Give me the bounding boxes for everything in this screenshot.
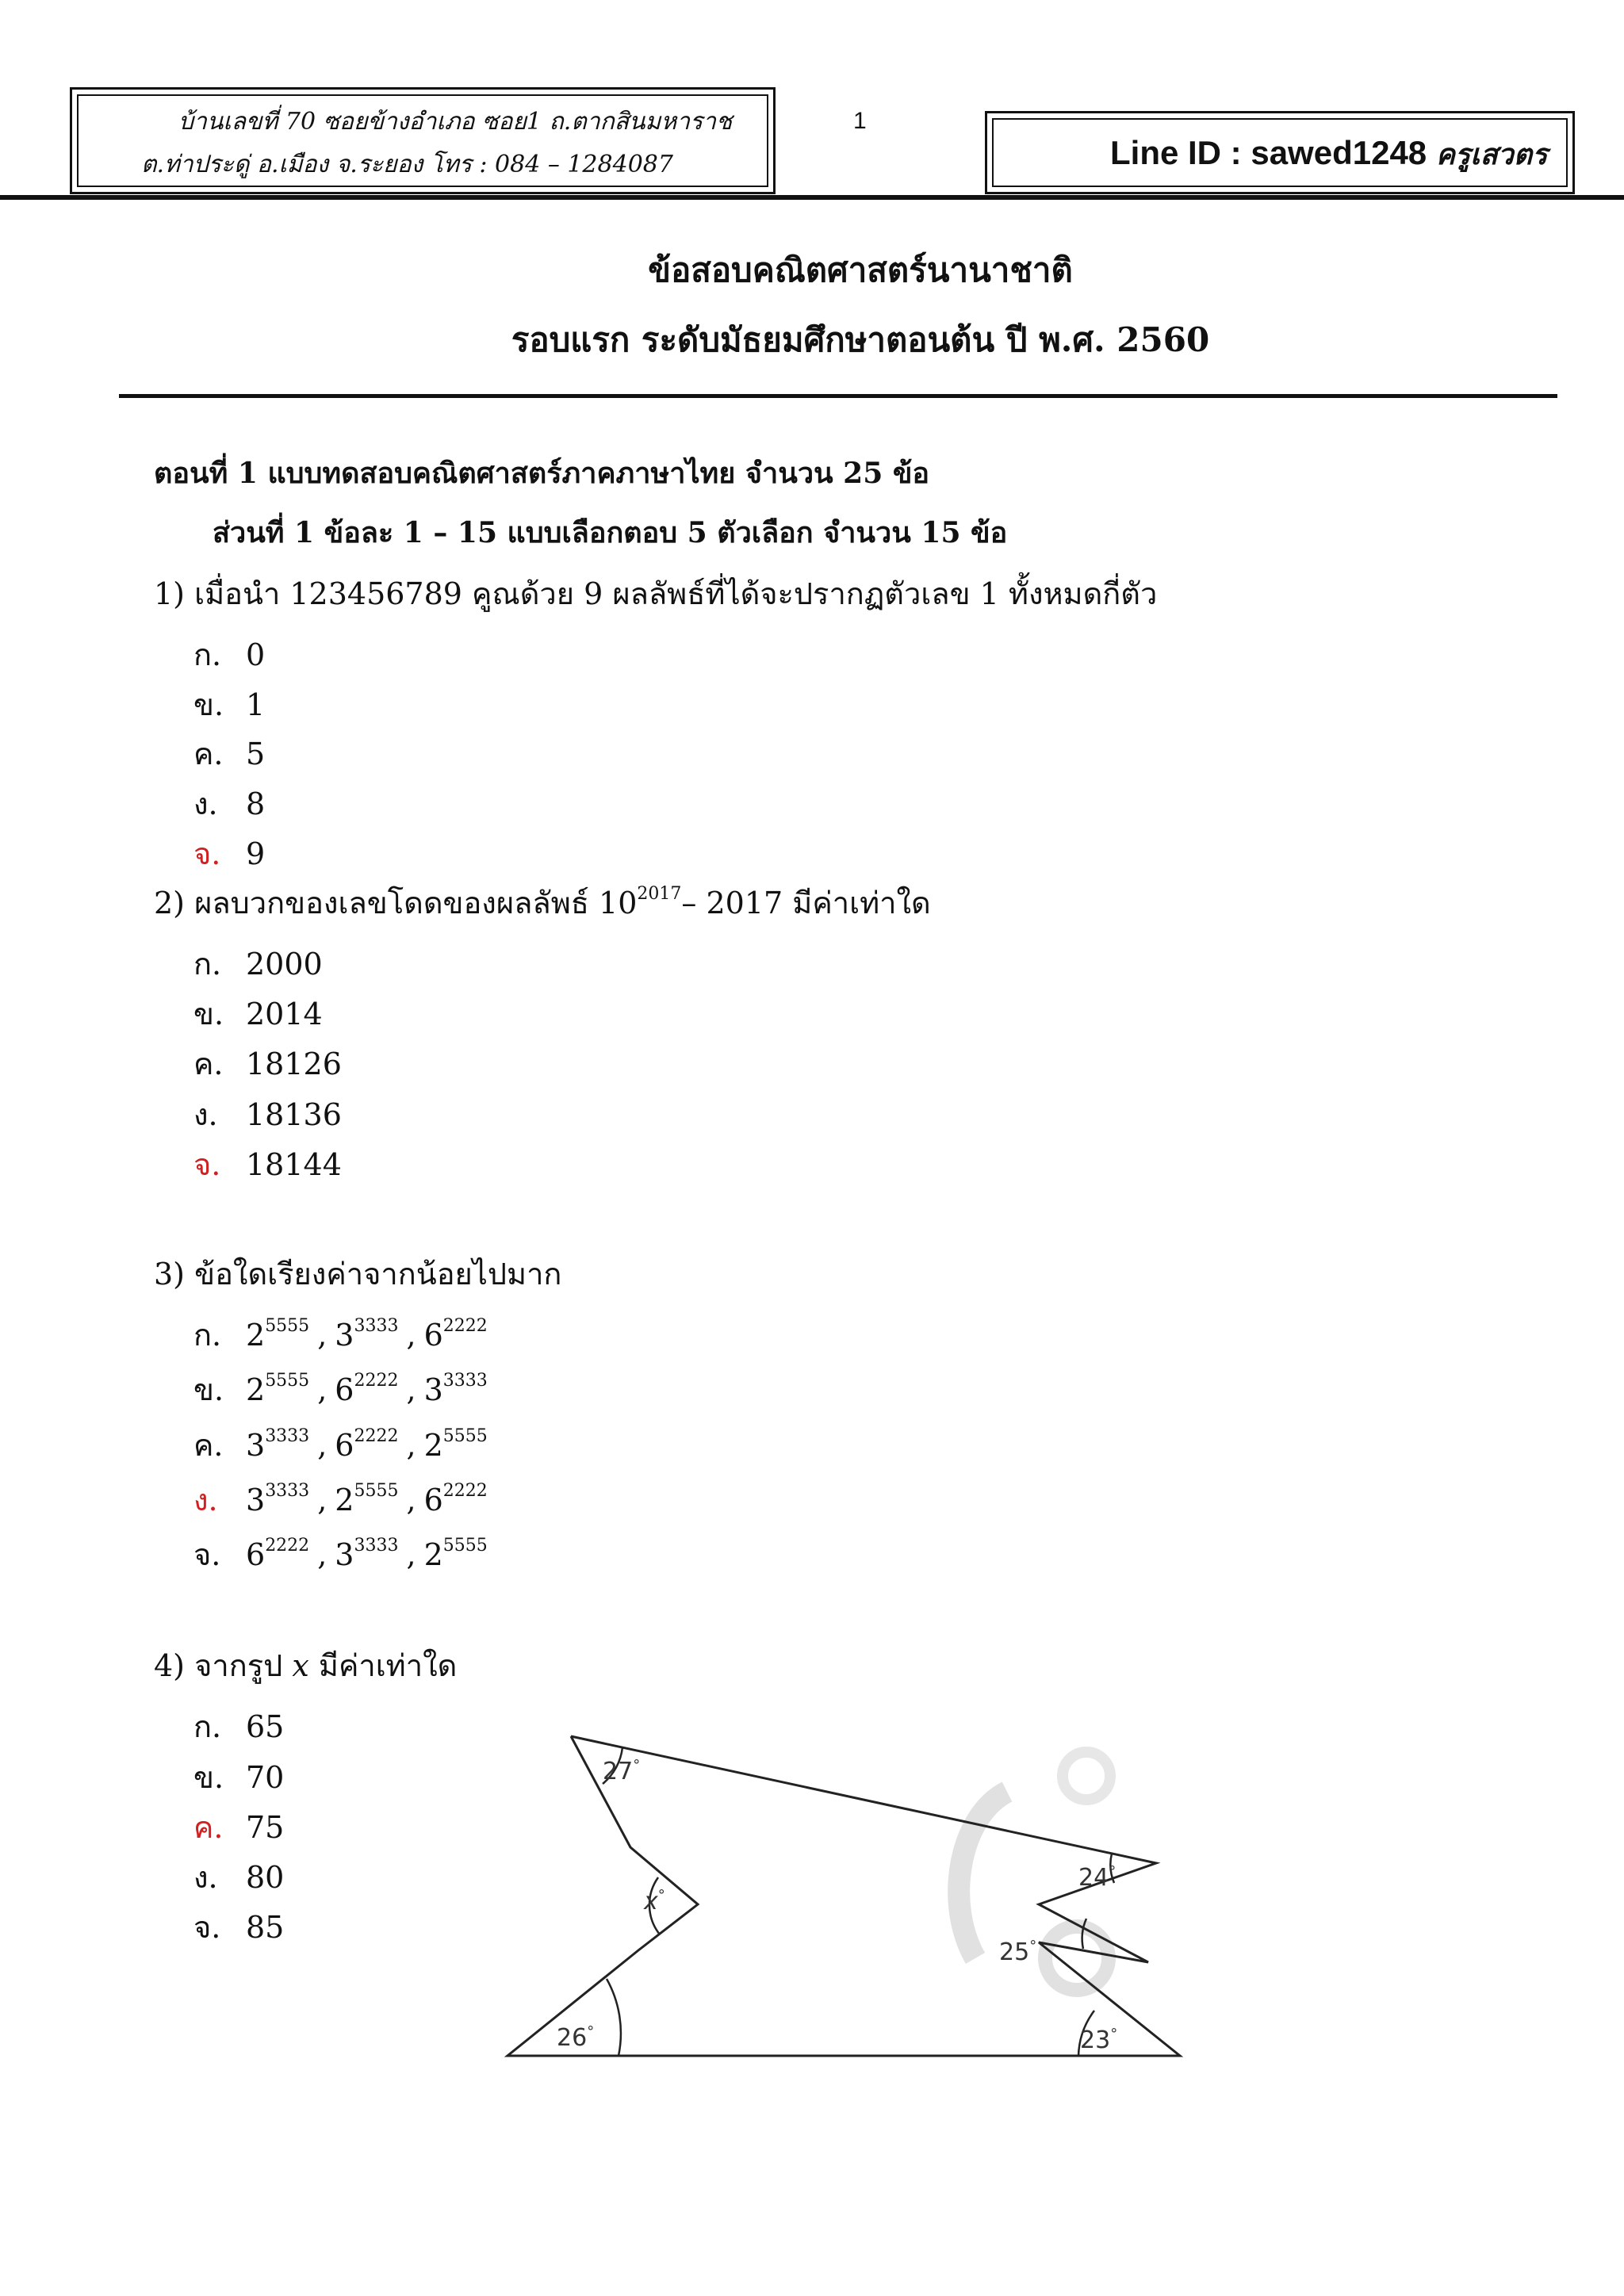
option-letter: จ.	[193, 1537, 221, 1572]
term-separator: ,	[406, 1372, 416, 1407]
option-letter: จ.	[193, 1147, 221, 1182]
question-2	[154, 878, 931, 927]
title-rule	[119, 394, 1557, 398]
question-text: ผลบวกของเลขโดดของผลลัพธ์	[194, 886, 589, 920]
power-exponent: 5555	[265, 1316, 310, 1336]
option-text: 8	[246, 786, 266, 821]
question-text: ข้อใดเรียงค่าจากน้อยไปมาก	[194, 1257, 562, 1292]
option-text: 5	[246, 737, 266, 771]
option-letter: ค.	[193, 1810, 224, 1845]
option-text	[246, 1428, 488, 1463]
option-letter: จ.	[193, 836, 221, 871]
option-4	[193, 1853, 284, 1901]
minus-term: – 2017	[681, 886, 783, 920]
option-text: 1	[246, 687, 266, 722]
option-text: 18144	[246, 1147, 342, 1182]
term-separator: ,	[406, 1537, 416, 1572]
power-base: 2	[423, 1428, 443, 1463]
angle-label-x: x°	[644, 1887, 665, 1915]
arc-26	[607, 1979, 621, 2056]
option-4	[193, 1090, 342, 1138]
option-text: 2000	[246, 947, 323, 982]
power-exponent: 3333	[265, 1481, 310, 1501]
exam-title: ข้อสอบคณิตศาสตร์นานาชาติ	[648, 251, 1073, 289]
option-5	[193, 1140, 342, 1188]
term-separator: ,	[317, 1483, 327, 1517]
option-3	[193, 1039, 342, 1088]
option-4	[193, 779, 265, 828]
option-text	[246, 1372, 488, 1407]
term-separator: ,	[317, 1537, 327, 1572]
option-text: 18126	[246, 1047, 342, 1081]
option-5	[193, 1903, 284, 1951]
option-text: 18136	[246, 1097, 342, 1132]
option-letter: ง.	[193, 786, 218, 821]
option-text: 2014	[246, 997, 323, 1031]
term-separator: ,	[406, 1483, 416, 1517]
option-2	[193, 1753, 284, 1801]
power-base: 6	[246, 1537, 266, 1572]
line-id-name: ครูเสวตร	[1435, 138, 1548, 170]
power-base: 3	[335, 1537, 354, 1572]
option-letter: ข.	[193, 997, 224, 1031]
power-base: 2	[246, 1318, 266, 1353]
option-2	[193, 680, 265, 729]
angle-label-27: 27°	[603, 1757, 641, 1785]
line-id-label: Line ID : sawed1248	[1110, 134, 1427, 171]
power-base: 2	[246, 1372, 266, 1407]
line-id	[1110, 132, 1547, 177]
power-exponent: 5555	[354, 1481, 399, 1501]
option-1	[193, 939, 323, 988]
option-3	[193, 1803, 284, 1851]
question-1	[154, 569, 1157, 618]
power-exponent: 5555	[442, 1426, 488, 1446]
power-base: 6	[423, 1318, 443, 1353]
option-1	[193, 1702, 284, 1751]
page-number: 1	[853, 108, 867, 134]
question-3	[154, 1249, 561, 1298]
question-text-end: มีค่าเท่าใด	[318, 1648, 458, 1683]
option-3	[193, 729, 265, 778]
power-exponent: 3333	[265, 1426, 310, 1446]
option-text	[246, 1537, 488, 1572]
option-text: 85	[246, 1910, 285, 1945]
option-letter: ง.	[193, 1860, 218, 1895]
variable-x: x	[292, 1648, 309, 1683]
option-letter: ก.	[193, 947, 222, 982]
power-base: 6	[335, 1372, 354, 1407]
term-separator: ,	[317, 1318, 327, 1353]
option-text: 65	[246, 1709, 285, 1744]
option-letter: ง.	[193, 1483, 218, 1517]
address-line-1: บ้านเลขที่ 70 ซอยข้างอำเภอ ซอย1 ถ.ตากสินมหาราช	[178, 108, 733, 136]
question-number: 4)	[154, 1648, 186, 1683]
power-base: 3	[423, 1372, 443, 1407]
option-letter: ก.	[193, 1318, 222, 1353]
angle-label-26: 26°	[557, 2023, 595, 2052]
angle-label-25: 25°	[999, 1938, 1037, 1966]
option-letter: ง.	[193, 1097, 218, 1132]
option-letter: ค.	[193, 1428, 224, 1463]
term-separator: ,	[406, 1318, 416, 1353]
option-letter: จ.	[193, 1910, 221, 1945]
question-4	[154, 1641, 457, 1689]
power-expression: $10^{2017}$	[599, 884, 682, 920]
power-base: 3	[335, 1318, 354, 1353]
option-5	[193, 829, 265, 878]
power-exponent: 2222	[354, 1426, 399, 1446]
power-exponent: 5555	[442, 1536, 488, 1556]
angle-label-23: 23°	[1080, 2026, 1118, 2054]
option-letter: ค.	[193, 1047, 224, 1081]
question-text: จากรูป	[194, 1648, 283, 1683]
angle-label-24: 24°	[1078, 1863, 1116, 1892]
option-1	[193, 1311, 488, 1359]
option-2	[193, 1365, 488, 1414]
option-3	[193, 1421, 488, 1469]
option-text: 80	[246, 1860, 285, 1895]
option-letter: ข.	[193, 687, 224, 722]
option-text: 75	[246, 1810, 285, 1845]
part-heading: ตอนที่ 1 แบบทดสอบคณิตศาสตร์ภาคภาษาไทย จำนวน 25 ข้อ	[154, 457, 930, 490]
term-separator: ,	[317, 1372, 327, 1407]
section-heading: ส่วนที่ 1 ข้อละ 1 – 15 แบบเลือกตอบ 5 ตัวเลือก จำนวน 15 ข้อ	[213, 516, 1008, 549]
option-text: 0	[246, 637, 266, 672]
option-2	[193, 989, 323, 1038]
option-letter: ข.	[193, 1372, 224, 1407]
power-exponent: 2222	[265, 1536, 310, 1556]
option-5	[193, 1530, 488, 1578]
power-base: 3	[246, 1428, 266, 1463]
option-text	[246, 1483, 488, 1517]
power-exponent: 2222	[442, 1481, 488, 1501]
question-number: 2)	[154, 886, 186, 920]
question-number: 1)	[154, 576, 186, 611]
power-exponent: 2222	[354, 1371, 399, 1391]
power-exponent: 2222	[442, 1316, 488, 1336]
question-text-end: มีค่าเท่าใด	[792, 886, 931, 920]
term-separator: ,	[406, 1428, 416, 1463]
question-text: เมื่อนำ 123456789 คูณด้วย 9 ผลลัพธ์ที่ได้จะปรากฏตัวเลข 1 ทั้งหมดกี่ตัว	[194, 576, 1158, 611]
power-base: 6	[335, 1428, 354, 1463]
term-separator: ,	[317, 1428, 327, 1463]
option-letter: ก.	[193, 1709, 222, 1744]
exam-subtitle: รอบแรก ระดับมัธยมศึกษาตอนต้น ปี พ.ศ. 2560	[511, 320, 1210, 359]
power-exponent: 5555	[265, 1371, 310, 1391]
power-exponent: 3333	[442, 1371, 488, 1391]
power-base: 3	[246, 1483, 266, 1517]
option-text	[246, 1318, 488, 1353]
power-base: 2	[423, 1537, 443, 1572]
option-letter: ก.	[193, 637, 222, 672]
power-base: 6	[423, 1483, 443, 1517]
question-number: 3)	[154, 1257, 186, 1292]
header-rule	[0, 195, 1624, 200]
power-exponent: 3333	[354, 1316, 399, 1336]
option-text: 9	[246, 836, 266, 871]
option-letter: ค.	[193, 737, 224, 771]
power-base: 2	[335, 1483, 354, 1517]
option-1	[193, 630, 265, 679]
power-exponent: 3333	[354, 1536, 399, 1556]
option-text: 70	[246, 1760, 285, 1795]
address-line-2: ต.ท่าประดู่ อ.เมือง จ.ระยอง โทร : 084 – 1284087	[141, 151, 673, 178]
option-4	[193, 1475, 488, 1524]
option-letter: ข.	[193, 1760, 224, 1795]
angle-figure	[484, 1697, 1245, 2085]
